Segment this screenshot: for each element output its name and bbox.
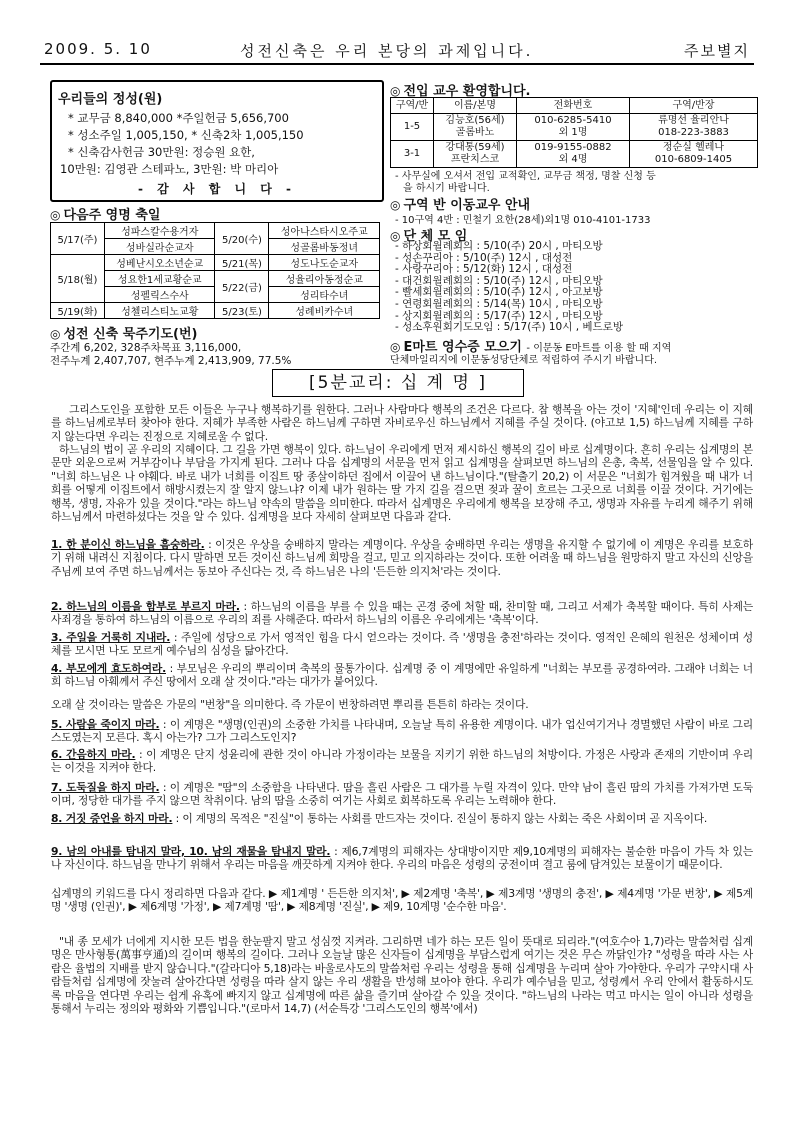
table-row: [51, 303, 380, 319]
cell-line: 019-9155-0882: [534, 142, 612, 153]
emart-desc2: 단체마일리지에 이문동성당단체로 적립하여 주시기 바랍니다.: [390, 355, 658, 366]
commandment-heading: 6. 간음하지 마라.: [51, 748, 136, 761]
table-cell: 1-5: [391, 114, 434, 141]
cell-line: 외 1명: [558, 127, 588, 138]
groups-list: [395, 241, 623, 334]
table-cell: 5/17(주): [51, 223, 105, 255]
cell-line: 정순실 헬레나: [662, 142, 725, 153]
bullseye-icon: ◎: [390, 198, 401, 212]
list-item: - 대건회월례회의 : 5/10(주) 12시 , 마티오방: [395, 274, 603, 287]
table-cell: 5/18(월): [51, 255, 105, 303]
header-rule: [40, 63, 754, 65]
table-cell: 3-1: [391, 141, 434, 168]
commandment-3: [51, 631, 753, 658]
table-cell: 5/21(목): [215, 255, 269, 271]
cell-line: 류명선 율리안나: [658, 115, 729, 126]
commandment-text: : 이것은 우상을 숭배하지 말라는 계명이다. 우상을 숭배하면 우리는 생명을 유지할 수 없기에 이 계명은 우리를 보호하기 위해 내려신 지침이다. 다시 말하면 모든 것이신 하느님께 희망을 걸고, 믿고 의지하라는 것이다. 또한 어려울 때 하느님을 원망하지 말고 자신의 신앙을 주님께 보여 주면 하느님께서는 동보아 주신다는 것, 즉 하느님은 나의 '든든한 의지처'라는 것이다.: [51, 538, 753, 578]
commandment-heading: 7. 도둑질을 하지 마라.: [51, 781, 160, 794]
newcomer-note: - 사무실에 오셔서 전입 교적확인, 교무금 책정, 명찰 신청 등: [395, 171, 656, 182]
offering-line: * 교무금 8,840,000 *주일헌금 5,656,700: [68, 111, 289, 125]
table-cell: 성요한1세교황순교: [104, 271, 215, 287]
cell-line: 010-6285-5410: [534, 115, 612, 126]
commandment-heading: 5. 사람을 죽이지 마라.: [51, 718, 160, 731]
article-intro: 그리스도인을 포함한 모든 이들은 누구나 행복하기를 원한다. 그러나 사람마다 행복의 조건은 다르다. 참 행복을 아는 것이 '지혜'인데 우리는 이 지혜를 하느님께로부터 찾아야 한다. 지혜가 부족한 사람은 하느님께 구하면 자비로우신 하느님께서 지혜를 주실 것이다. (야고보 1,5) 하느님께 지혜를 구하지 않는다면 우리는 진정으로 지혜로울 수 없다.: [51, 403, 753, 443]
list-item: - 사랑꾸리아 : 5/12(화) 12시 , 대성전: [395, 263, 573, 276]
newcomer-title: 전입 교우 환영합니다.: [403, 84, 531, 99]
commandment-4: [51, 662, 753, 689]
offering-line: 10만원: 김영관 스테파노, 3만원: 박 마리아: [60, 162, 279, 176]
commandment-text: : 이 계명은 "생명(인권)의 소중한 가치를 나타내며, 오늘날 특히 유용한 계명이다. 내가 업신여기거나 경멸했던 사람이 바로 그리스도였는지 모른다. 혹시 아는가? 그가 그리스도인지?: [51, 718, 753, 745]
rosary-title: 성전 신축 묵주기도(번): [63, 327, 198, 342]
commandment-heading: 1. 한 분이신 하느님을 흠숭하라.: [51, 538, 205, 551]
commandment-4-note: 오래 살 것이라는 말씀은 가문의 "번창"을 의미한다. 즉 가문이 번창하려면 뿌리를 튼튼히 하라는 것이다.: [51, 698, 529, 711]
commandment-text: : 하느님의 이름을 부를 수 있을 때는 곤경 중에 처할 때, 찬미할 때, 그리고 서제가 축복할 때이다. 특히 사제는 사죄경을 통하여 하느님의 이름으로 우리의 죄를 사해준다. 따라서 하느님의 이름은 우리에게는 '축복'이다.: [51, 600, 753, 627]
table-row: [51, 255, 380, 271]
cell-line: 골롬바노: [455, 127, 495, 138]
commandment-7: [51, 781, 753, 808]
bullseye-icon: ◎: [390, 340, 401, 354]
list-item: - 연령회월례회의 : 5/14(목) 10시 , 마티오방: [395, 297, 603, 310]
list-item: - 빨세회월례회의 : 5/10(주) 12시 , 아고보방: [395, 286, 603, 299]
table-cell: 성첼리스티노교황: [104, 303, 215, 319]
commandment-heading: 3. 주일을 거룩히 지내라.: [51, 631, 171, 644]
commandment-text: : 제6,7계명의 피해자는 상대방이지만 제9,10계명의 피해자는 불순한 마음이 가득 차 있는 나 자신이다. 하느님을 만나기 위해서 우리는 마음을 깨끗하게 지켜야 한다. 우리의 마음은 성령의 궁전이며 결고 룸에 담겨있는 보물이기 때문이다.: [51, 845, 753, 872]
column-header: 이름/본명: [434, 98, 517, 114]
rosary-line: 전주누계 2,407,707, 현주누계 2,413,909, 77.5%: [50, 355, 292, 367]
newcomer-table: [390, 97, 758, 168]
list-item: - 하상회월례회의 : 5/10(주) 20시 , 마티오방: [395, 240, 603, 252]
cell-line: 프란치스코: [450, 154, 500, 165]
commandment-text: : 주일에 성당으로 가서 영적인 힘을 다시 얻으라는 것이다. 즉 '생명을 충전'하라는 것이다. 영적인 은혜의 원천은 성체이며 성체를 모시면 나도 모르게 예수님의 심성을 닮아간다.: [51, 631, 753, 658]
table-cell: [630, 114, 758, 141]
table-cell: [434, 114, 517, 141]
cell-line: 010-6809-1405: [654, 154, 733, 165]
bullseye-icon: ◎: [390, 229, 401, 243]
moving-title: 구역 반 이동교우 안내: [403, 198, 531, 213]
commandment-heading: 9. 남의 아내를 탐내지 말라, 10. 남의 재물을 탐내지 말라.: [51, 845, 331, 858]
article-closing: "내 종 모세가 너에게 지시한 모든 법을 한눈팔지 말고 성심껏 지켜라. 그리하면 네가 하는 모든 일이 뜻대로 되리라."(여호수아 1,7)라는 말씀처럼 십계명은 만사형통(萬事亨通)의 길이며 행복의 길이다. 그러나 오늘날 많은 신자들이 십계명을 부담스럽게 여기는 것은 무슨 까닭인가? "성령을 따라 사는 사람은 율법의 지배를 받지 않습니다."(갈라디아 5,18)라는 바울로사도의 말씀처럼 우리는 성령을 통해 십계명을 누리며 살아 가야한다. 우리가 구약시대 사람들처럼 십계명에 잣눌려 살아간다면 성령을 따라 살지 않는 우리 생활을 반성해 보아야 한다. 우리가 예수님을 믿고, 성령께서 우리 안에서 활동하시도록 마음을 연다면 우리는 쉽게 유혹에 빠지지 않고 십계명에 따른 삶을 즐기며 살아갈 수 있을 것이다. "하느님의 나라는 먹고 마시는 일이 아니라 성령을 통해서 누리는 정의와 평화와 기쁨입니다."(로마서 14,7) (서순특강 '그리스도인의 행복'에서): [51, 935, 753, 1016]
table-cell: 성골롬바동정녀: [269, 239, 380, 255]
column-header: 전화번호: [517, 98, 630, 114]
cell-line: 강대통(59세): [445, 142, 505, 153]
table-cell: 성바실라순교자: [104, 239, 215, 255]
offering-line: * 신축감사헌금 30만원: 정승원 요한,: [68, 145, 255, 159]
table-row: [391, 114, 758, 141]
table-cell: 성도나도순교자: [269, 255, 380, 271]
table-cell: 5/23(토): [215, 303, 269, 319]
emart-desc: - 이문동 E마트를 이용 할 때 지역: [526, 343, 672, 354]
table-row: [391, 141, 758, 168]
commandment-2: [51, 600, 753, 627]
page-header: [40, 38, 754, 60]
column-header: 구역/반장: [630, 98, 758, 114]
cell-line: 김능호(56세): [445, 115, 505, 126]
offering-line: * 성소주일 1,005,150, * 신축2차 1,005,150: [68, 128, 304, 142]
birthday-table: [50, 222, 380, 319]
table-cell: 성아나스타시오주교: [269, 223, 380, 239]
bullseye-icon: ◎: [50, 208, 61, 222]
cell-line: 외 4명: [558, 154, 588, 165]
commandment-6: [51, 748, 753, 775]
commandment-text: : 이 계명은 "땀"의 소중함을 나타낸다. 땀을 흘린 사람은 그 대가를 누릴 자격이 있다. 만약 남이 흘린 땀의 가치를 가져가면 도둑이며, 정당한 대가를 주지 않으면 착취이다. 남의 땀을 소중히 여기는 사회로 회복하도록 우리는 노력해야 한다.: [51, 781, 753, 808]
keyword-summary: 십계명의 키워드를 다시 정리하면 다음과 같다. ▶ 제1계명 ' 든든한 의지처', ▶ 제2계명 '축복', ▶ 제3계명 '생명의 충전', ▶ 제4계명 '가문 번창', ▶ 제5계명 '생명 (인권)', ▶ 제6계명 '가정', ▶ 제7계명 '땀', ▶ 제8계명 '진실', ▶ 제9, 10계명 '순수한 마음'.: [51, 887, 753, 914]
table-cell: [517, 114, 630, 141]
bullseye-icon: ◎: [390, 84, 401, 98]
commandment-9-10: [51, 845, 753, 872]
table-header-row: [391, 98, 758, 114]
issue-date: 2009. 5. 10: [44, 40, 152, 58]
table-cell: 성율리아동정순교: [269, 271, 380, 287]
article-paragraph: 하느님의 법이 곧 우리의 지혜이다. 그 길을 가면 행복이 있다. 하느님이 우리에게 먼저 제시하신 행복의 길이 바로 십계명이다. 흔히 우리는 십계명의 본문만 외운으로써 거부감이나 부담을 가지게 된다. 그러나 다음 십계명의 서문을 먼저 읽고 십계명을 살펴보면 하느님의 은총, 축복, 선물임을 알 수 있다. "너희 하느님은 나 야훼다. 바로 내가 너희를 이집트 땅 종살이하던 집에서 이끌어 낸 하느님이다."(탈출기 20,2) 이 서문은 "너희가 힘겨웠을 때 내가 너희를 어떻게 이집트에서 해방시켰는지 잘 알지 않느냐? 이제 내가 원하는 딸 가지 길을 걸으면 젖과 꿀이 흐르는 그곳으로 너희를 이끌 것이다. 거기에는 행복, 생명, 자유가 있을 것이다."라는 하느님 약속의 말씀을 의미한다. 따라서 십계명은 우리에게 행복을 보장해 주고, 생명과 자유를 누리게 해주기 위해 하느님께서 마련하셨다는 것을 알 수 있다. 십계명을 보다 자세히 살펴보면 다음과 같다.: [51, 443, 753, 524]
table-cell: [630, 141, 758, 168]
bullseye-icon: ◎: [50, 327, 61, 341]
commandment-5: [51, 718, 753, 745]
table-cell: [517, 141, 630, 168]
list-item: - 상지회월례회의 : 5/17(주) 12시 , 마티오방: [395, 309, 603, 322]
table-cell: 성리타수녀: [269, 287, 380, 303]
commandment-heading: 2. 하느님의 이름을 함부로 부르지 마라.: [51, 600, 240, 613]
offering-title: 우리들의 정성(원): [58, 92, 163, 107]
article-title: [5분교리: 십 계 명 ]: [272, 369, 524, 397]
newcomer-note: 을 하시기 바랍니다.: [403, 183, 490, 194]
commandment-text: : 부모님은 우리의 뿌리이며 축복의 물통가이다. 십계명 중 이 계명에만 유일하게 "너희는 부모를 공경하여라. 그래야 너희는 너희 하느님 아훼께서 주신 땅에서 오래 살 것이다."라는 대가가 붙어있다.: [51, 662, 753, 689]
commandment-8: [51, 812, 753, 825]
emart-title: E마트 영수증 모으기: [403, 340, 522, 355]
table-cell: 5/20(수): [215, 223, 269, 255]
commandment-heading: 8. 거짓 증언을 하지 마라.: [51, 812, 173, 825]
cell-line: 018-223-3883: [658, 127, 729, 138]
table-cell: 5/19(화): [51, 303, 105, 319]
bulletin-motto: 성전신축은 우리 본당의 과제입니다.: [240, 42, 534, 60]
bulletin-kind: 주보별지: [684, 42, 750, 60]
rosary-line: 주간계 6,202, 328주차목표 3,116,000,: [50, 342, 242, 354]
commandment-text: : 이 계명의 목적은 "진실"이 통하는 사회를 만드자는 것이다. 진실이 통하지 않는 사회는 죽은 사회이며 곧 지옥이다.: [172, 812, 708, 825]
column-header: 구역/반: [391, 98, 434, 114]
table-cell: 성례비카수녀: [269, 303, 380, 319]
table-cell: 성펠릭스수사: [104, 287, 215, 303]
offering-thanks: - 감 사 합 니 다 -: [138, 182, 296, 196]
groups-title: 단 체 모 임: [403, 229, 468, 244]
commandment-heading: 4. 부모에게 효도하여라.: [51, 662, 166, 675]
table-cell: 성베난시오소년순교: [104, 255, 215, 271]
birthday-heading: [50, 204, 160, 223]
offering-box: [50, 80, 384, 202]
table-cell: 5/22(금): [215, 271, 269, 303]
list-item: - 성손꾸리아 : 5/10(주) 12시 , 대성전: [395, 251, 573, 264]
commandment-1: [51, 538, 753, 578]
table-cell: 성파스칼수용거자: [104, 223, 215, 239]
table-row: [51, 223, 380, 239]
birthday-title: 다음주 영명 축일: [63, 208, 161, 223]
table-cell: [434, 141, 517, 168]
commandment-text: : 이 계명은 단지 성윤리에 관한 것이 아니라 가정이라는 보물을 지키기 위한 하느님의 처방이다. 가정은 사랑과 존재의 기반이며 우리는 이것을 지켜야 한다.: [51, 748, 753, 775]
moving-line: - 10구역 4반 : 민철기 요한(28세)외1명 010-4101-1733: [395, 215, 651, 226]
list-item: - 성소후원회기도모임 : 5/17(주) 10시 , 베드로방: [395, 321, 623, 334]
